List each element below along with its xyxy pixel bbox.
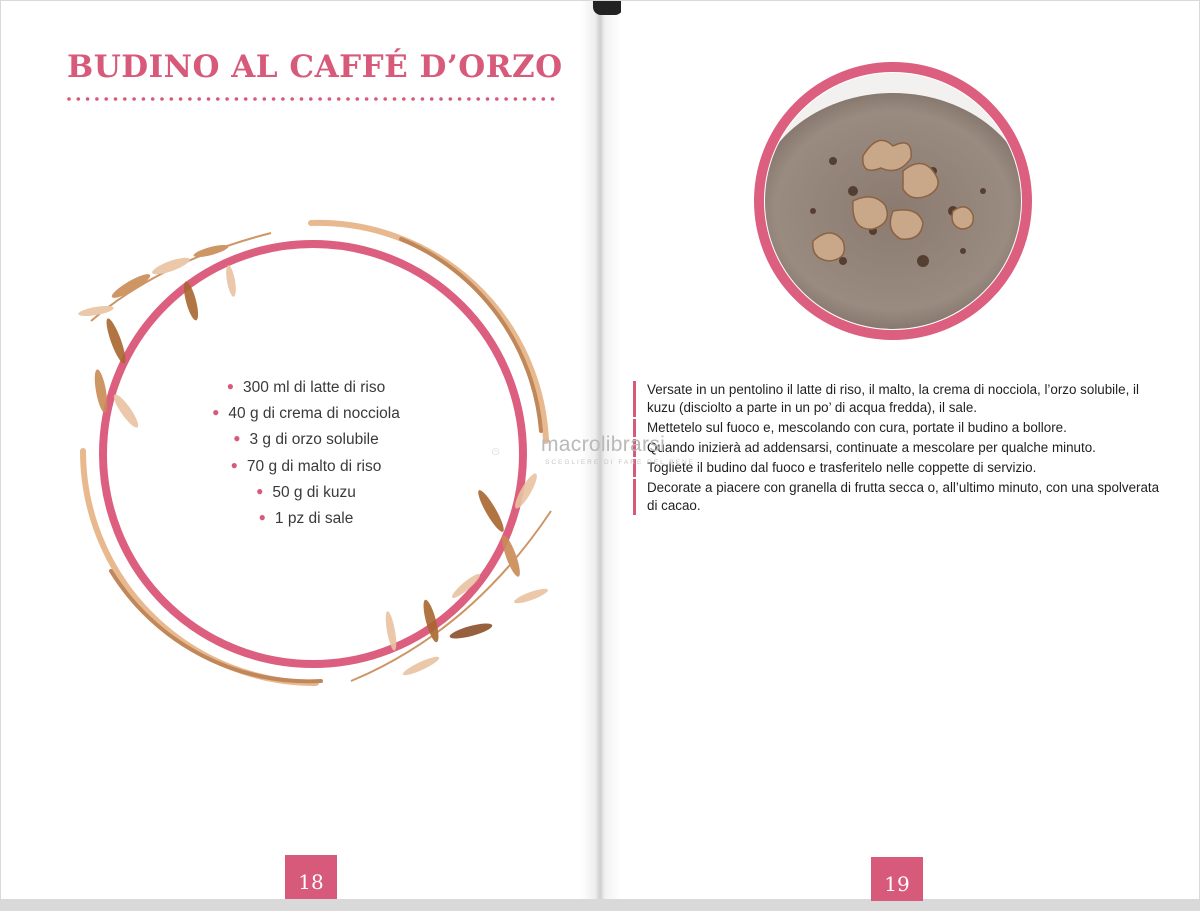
bullet-icon: ● [258, 509, 266, 524]
ingredient-item: ● 50 g di kuzu [161, 480, 451, 506]
watermark-subtext: SCEGLIERE DI FARE DEL BENE [545, 459, 696, 466]
bullet-icon: ● [233, 431, 241, 446]
ingredient-item: ● 40 g di crema di nocciola [161, 401, 451, 427]
ingredient-item: ● 70 g di malto di riso [161, 454, 451, 480]
method-steps [633, 381, 1163, 517]
book-spread [1, 1, 1199, 899]
page-number-left: 18 [285, 855, 337, 899]
ingredient-list [161, 375, 451, 532]
bullet-icon: ● [212, 405, 220, 420]
bullet-icon: ● [226, 379, 235, 393]
page-number-right: 19 [871, 857, 923, 901]
watermark-logo-icon [491, 429, 539, 473]
pudding-photo [753, 61, 1033, 341]
bullet-icon: ● [256, 483, 264, 498]
method-step: Quando inizierà ad addensarsi, continuate a mescolare per qualche minuto. [633, 439, 1163, 457]
bullet-icon: ● [230, 457, 238, 472]
method-step: Decorate a piacere con granella di frutta secca o, all’ultimo minuto, con una spolverata di cacao. [633, 479, 1163, 515]
method-step: Versate in un pentolino il latte di riso, il malto, la crema di nocciola, l’orzo solubile, il kuzu (disciolto a parte in un po’ di acqua fredda), il sale. [633, 381, 1163, 417]
watermark-text: macrolibrarsi [541, 433, 666, 456]
ingredient-item: ● 1 pz di sale [161, 506, 451, 532]
ingredient-item: ● 300 ml di latte di riso [161, 375, 451, 401]
title-dotted-rule [67, 95, 557, 103]
ingredient-item: ● 3 g di orzo solubile [161, 427, 451, 453]
gutter-shadow [593, 1, 623, 15]
method-step: Mettetelo sul fuoco e, mescolando con cura, portate il budino a bollore. [633, 419, 1163, 437]
method-step: Togliete il budino dal fuoco e trasferitelo nelle coppette di servizio. [633, 459, 1163, 477]
recipe-title: BUDINO AL CAFFÉ D’ORZO [67, 49, 563, 85]
